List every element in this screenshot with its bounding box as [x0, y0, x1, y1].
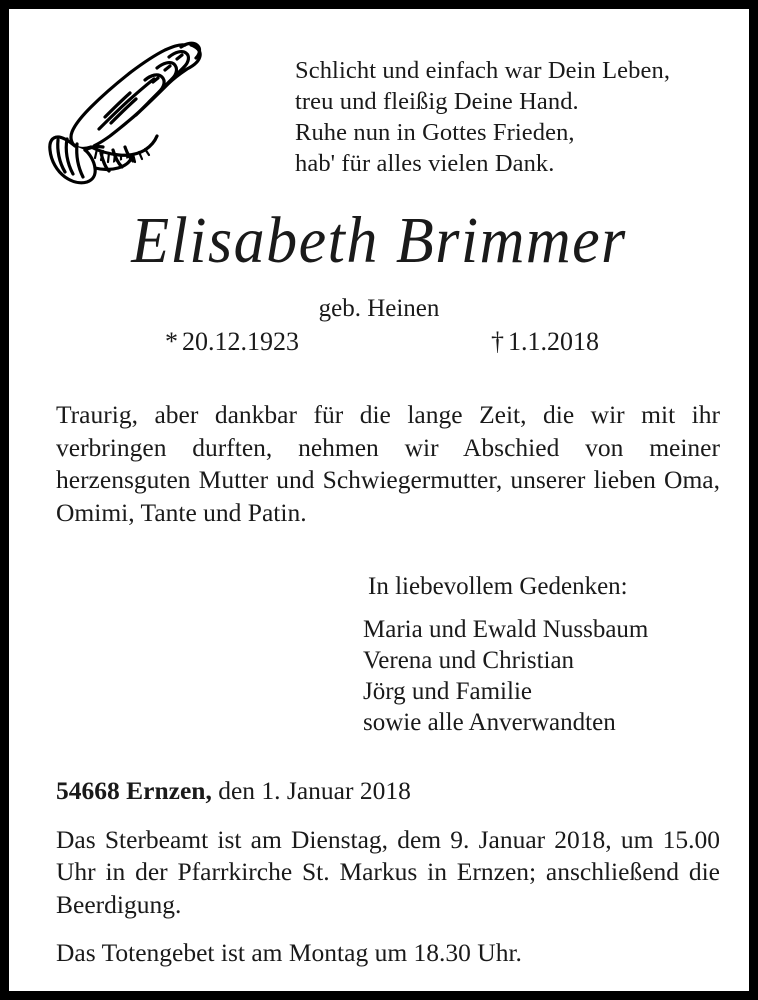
prayer-info: Das Totengebet ist am Montag um 18.30 Uhr. [56, 938, 522, 967]
birth-symbol: * [165, 327, 178, 356]
funeral-service-info: Das Sterbeamt ist am Dienstag, dem 9. Januar 2018, um 15.00 Uhr in der Pfarrkirche St. Markus in Ernzen; anschließend die Beerdigung. [56, 824, 720, 919]
maiden-name: geb. Heinen [318, 295, 440, 322]
header-row [9, 9, 749, 199]
notice-date: den 1. Januar 2018 [211, 776, 411, 805]
notice-inner [9, 9, 749, 991]
praying-hands-icon [41, 37, 211, 187]
cross-icon: † [491, 327, 504, 356]
place-name: 54668 Ernzen, [56, 776, 212, 805]
place-and-date-line [56, 775, 720, 808]
deceased-name-block [9, 204, 749, 278]
deceased-name: Elisabeth Brimmer [131, 204, 627, 278]
death-date-value: 1.1.2018 [508, 327, 599, 356]
memorial-message: Traurig, aber dankbar für die lange Zeit, die wir mit ihr verbringen durften, nehmen wir Abschied von meiner herzensguten Mutter und Schwiegermutter, unserer lieben Oma, Omimi, Tante und Patin. [56, 400, 720, 527]
footer-block [56, 775, 720, 970]
mourner-name: Maria und Ewald Nussbaum [363, 616, 649, 643]
death-date [491, 325, 599, 358]
birth-date [165, 325, 299, 358]
mourners-block [363, 571, 723, 738]
mourner-name: Jörg und Familie [363, 678, 532, 705]
verse-line-4: hab' für alles vielen Dank. [295, 150, 555, 177]
mourners-lead: In liebevollem Gedenken: [368, 573, 628, 600]
verse-line-2: treu und fleißig Deine Hand. [295, 88, 579, 115]
verse-line-3: Ruhe nun in Gottes Frieden, [295, 119, 575, 146]
mourner-name: Verena und Christian [363, 647, 575, 674]
verse-block [295, 55, 670, 179]
mourner-name: sowie alle Anverwandten [363, 709, 616, 736]
verse-line-1: Schlicht und einfach war Dein Leben, [295, 57, 671, 84]
birth-date-value: 20.12.1923 [182, 327, 299, 356]
life-dates [9, 325, 749, 358]
